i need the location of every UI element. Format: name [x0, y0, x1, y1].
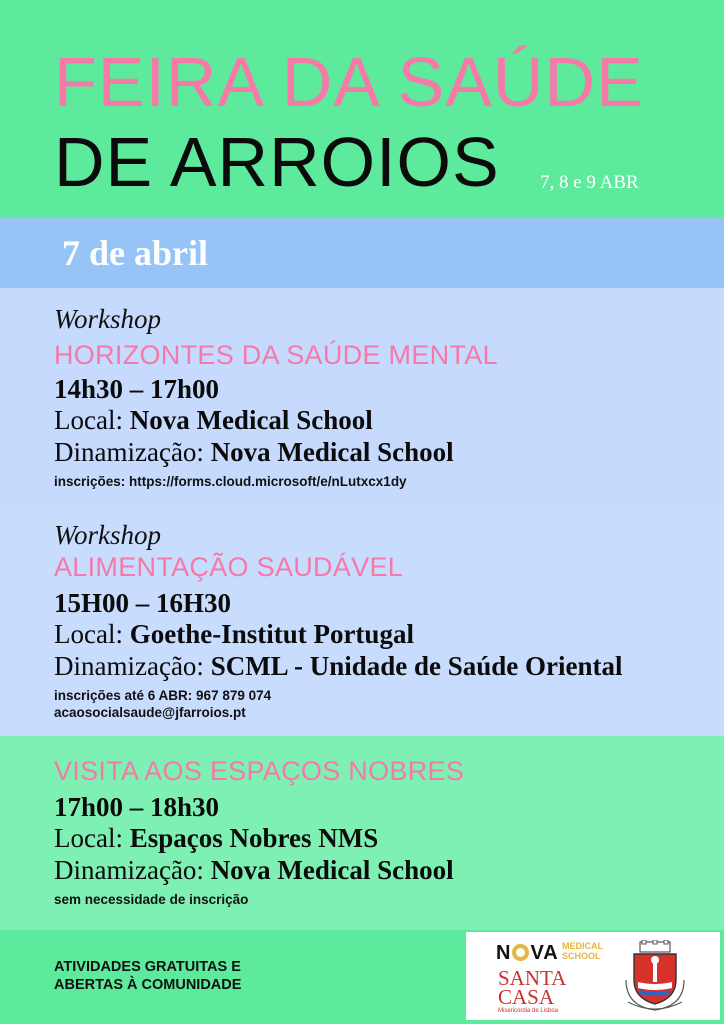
nova-sub-medical: MEDICAL: [562, 941, 603, 951]
event-time: 17h00 – 18h30: [54, 792, 220, 822]
event-title: VISITA AOS ESPAÇOS NOBRES: [54, 756, 465, 786]
nova-o-icon: [512, 944, 529, 961]
partner-logos: [466, 932, 720, 1020]
event-location: [54, 823, 378, 854]
location-label: Local:: [54, 823, 130, 853]
footer-note: [54, 958, 241, 994]
facilitator-label: Dinamização:: [54, 855, 211, 885]
event-title: HORIZONTES DA SAÚDE MENTAL: [54, 340, 498, 370]
registration-info[interactable]: inscrições: https://forms.cloud.microsoft/e/nLutxcx1dy: [54, 474, 407, 489]
nova-logo: [496, 942, 559, 965]
nova-logo-va: VA: [530, 942, 559, 964]
title-line-1: FEIRA DA SAÚDE: [54, 43, 644, 121]
nova-logo-subtitle: [562, 941, 603, 961]
footer-line-2: ABERTAS À COMUNIDADE: [54, 977, 242, 993]
location-value: Goethe-Institut Portugal: [129, 619, 414, 649]
event-facilitator: [54, 437, 454, 468]
event-time: 15H00 – 16H30: [54, 588, 232, 618]
location-value: Nova Medical School: [129, 405, 373, 435]
title-line-2: DE ARROIOS: [54, 123, 500, 201]
event-time: 14h30 – 17h00: [54, 374, 220, 404]
event-section-healthy-eating: [0, 506, 724, 736]
nova-sub-school: SCHOOL: [562, 951, 601, 961]
facilitator-value: Nova Medical School: [210, 855, 454, 885]
facilitator-value: SCML - Unidade de Saúde Oriental: [210, 651, 623, 681]
event-kicker: Workshop: [54, 520, 162, 550]
event-section-visit: [0, 736, 724, 930]
event-kicker: Workshop: [54, 304, 162, 334]
event-dates: 7, 8 e 9 ABR: [540, 172, 639, 193]
poster-header: [0, 0, 724, 218]
nova-logo-n: N: [496, 942, 512, 964]
event-title: ALIMENTAÇÃO SAUDÁVEL: [54, 552, 404, 582]
santa-casa-subtitle: Misericórdia de Lisboa: [498, 1008, 559, 1014]
santa-casa-logo-santa: SANTA: [498, 966, 567, 990]
event-location: [54, 405, 373, 436]
facilitator-value: Nova Medical School: [210, 437, 454, 467]
event-facilitator: [54, 651, 623, 682]
registration-email[interactable]: acaosocialsaude@jfarroios.pt: [54, 705, 246, 720]
event-location: [54, 619, 414, 650]
location-label: Local:: [54, 619, 130, 649]
registration-phone: inscrições até 6 ABR: 967 879 074: [54, 688, 272, 703]
event-facilitator: [54, 855, 454, 886]
day-label: 7 de abril: [62, 233, 209, 273]
event-section-mental-health: [0, 288, 724, 506]
registration-note: sem necessidade de inscrição: [54, 892, 249, 907]
location-label: Local:: [54, 405, 130, 435]
location-value: Espaços Nobres NMS: [129, 823, 379, 853]
footer-line-1: ATIVIDADES GRATUITAS E: [54, 959, 241, 975]
santa-casa-logo-casa: CASA: [498, 985, 555, 1009]
arroios-crest-icon: [620, 940, 690, 1014]
facilitator-label: Dinamização:: [54, 651, 211, 681]
facilitator-label: Dinamização:: [54, 437, 211, 467]
